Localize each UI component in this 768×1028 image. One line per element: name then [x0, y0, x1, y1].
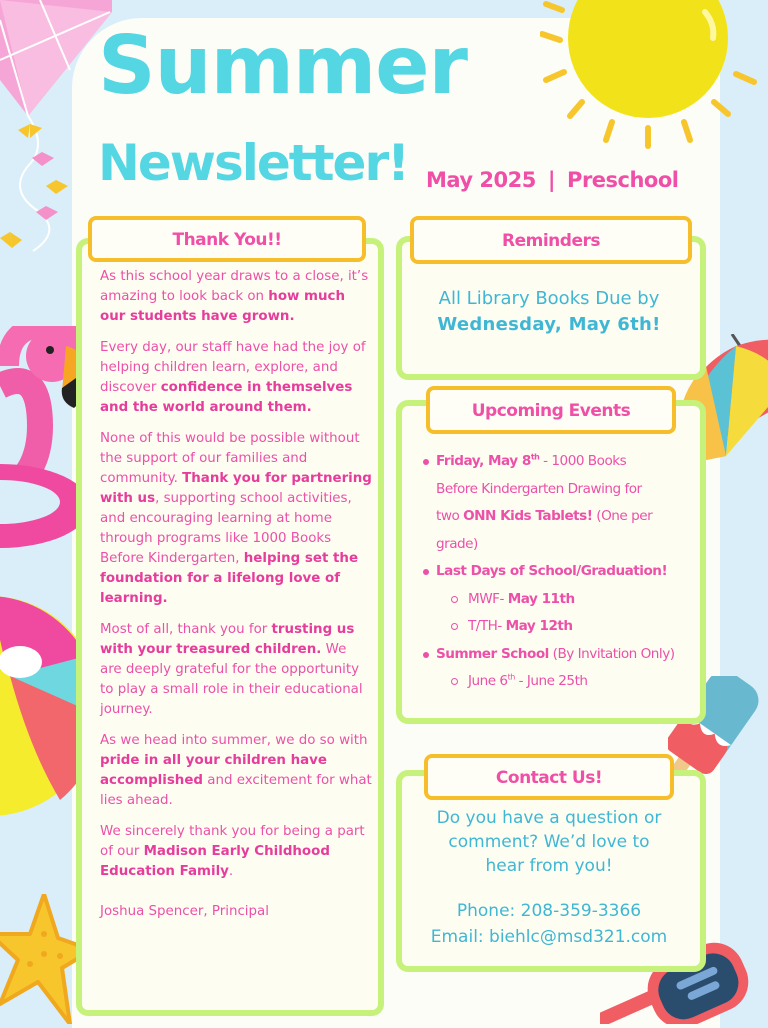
emphasis-text: Madison Early Childhood Education Family	[100, 844, 330, 879]
contact-line-3: hear from you!	[485, 856, 613, 876]
contact-phone[interactable]: Phone: 208-359-3366	[456, 901, 642, 921]
event-item-drawing	[420, 448, 690, 476]
thank-you-heading: Thank You!!	[88, 216, 366, 262]
event-summer-school-label: Summer School	[436, 645, 549, 662]
reminders-heading: Reminders	[410, 216, 692, 264]
event-drawing-two: two	[436, 508, 464, 524]
event-summer-school-note: (By Invitation Only)	[548, 645, 675, 662]
event-item-drawing-line2: Before Kindergarten Drawing for	[436, 480, 642, 497]
title-newsletter: Newsletter!	[98, 134, 408, 192]
event-tth-date: May 12th	[505, 618, 573, 634]
event-tth-label: T/TH-	[468, 618, 506, 634]
emphasis-text: trusting us with your treasured children.	[100, 622, 355, 657]
thank-you-paragraph	[100, 822, 372, 882]
body-text: None of this would be possible without the support of our families and community.	[100, 431, 360, 486]
reminder-text	[404, 286, 694, 338]
emphasis-text: confidence in themselves and the world around them.	[100, 380, 353, 415]
event-drawing-date: Friday, May 8	[436, 453, 531, 469]
event-summer-start-sup: th	[507, 672, 515, 682]
body-text: We are deeply grateful for the opportunity to play a small role in their educational journey.	[100, 642, 363, 717]
issue-date: May 2025	[426, 168, 536, 192]
events-heading: Upcoming Events	[426, 386, 676, 434]
thank-you-paragraph	[100, 338, 372, 418]
event-item-drawing-line3	[420, 503, 690, 531]
event-summer-start: June 6	[468, 673, 508, 689]
event-mwf-label: MWF-	[468, 590, 508, 607]
dateline-separator: |	[547, 168, 556, 192]
event-item-drawing-line4: grade)	[436, 535, 478, 552]
event-subitem-tth	[420, 613, 690, 641]
title-summer: Summer	[98, 19, 467, 112]
contact-line-1: Do you have a question or	[436, 808, 662, 828]
event-last-days-text: Last Days of School/Graduation!	[436, 563, 668, 579]
emphasis-text: helping set the foundation for a lifelong love of learning.	[100, 551, 359, 606]
thank-you-paragraph	[100, 902, 372, 922]
contact-heading: Contact Us!	[424, 754, 674, 800]
body-text: As we head into summer, we do so with	[100, 733, 368, 748]
event-item-last-days	[420, 558, 690, 586]
body-text: As this school year draws to a close, it’s amazing to look back on	[100, 269, 369, 304]
reminder-line-1: All Library Books Due by	[438, 288, 660, 309]
event-subitem-summer-dates	[420, 668, 690, 696]
thank-you-paragraph	[100, 620, 372, 720]
events-list	[420, 448, 690, 696]
event-drawing-prize: ONN Kids Tablets!	[463, 508, 593, 524]
event-drawing-per: (One per	[592, 508, 653, 524]
dateline	[426, 168, 679, 192]
thank-you-letter	[100, 267, 372, 933]
body-text: Joshua Spencer, Principal	[100, 904, 269, 919]
event-mwf-date: May 11th	[507, 590, 575, 607]
event-drawing-text: - 1000 Books	[539, 453, 627, 469]
body-text: We sincerely thank you for being a part of our	[100, 824, 365, 859]
contact-text	[404, 806, 694, 950]
contact-line-2: comment? We’d love to	[448, 832, 650, 852]
thank-you-paragraph	[100, 429, 372, 609]
body-text: Every day, our staff have had the joy of helping children learn, explore, and discover	[100, 340, 366, 395]
emphasis-text: Thank you for partnering with us	[100, 471, 372, 506]
sun-icon	[540, 0, 768, 150]
contact-email[interactable]: Email: biehlc@msd321.com	[430, 927, 668, 947]
body-text: and excitement for what lies ahead.	[100, 773, 372, 808]
emphasis-text: how much our students have grown.	[100, 289, 346, 324]
reminder-line-2: Wednesday, May 6th!	[437, 314, 661, 335]
event-summer-end: - June 25th	[514, 673, 588, 689]
thank-you-paragraph	[100, 267, 372, 327]
event-item-summer-school	[420, 641, 690, 669]
body-text: Most of all, thank you for	[100, 622, 272, 637]
thank-you-paragraph	[100, 731, 372, 811]
school-level: Preschool	[567, 168, 679, 192]
body-text: , supporting school activities, and encouraging learning at home through programs like 1000 Books Before Kindergarten,	[100, 491, 352, 566]
event-subitem-mwf	[420, 586, 690, 614]
emphasis-text: pride in all your children have accomplished	[100, 753, 327, 788]
body-text: .	[228, 864, 234, 879]
event-drawing-date-sup: th	[530, 452, 540, 462]
